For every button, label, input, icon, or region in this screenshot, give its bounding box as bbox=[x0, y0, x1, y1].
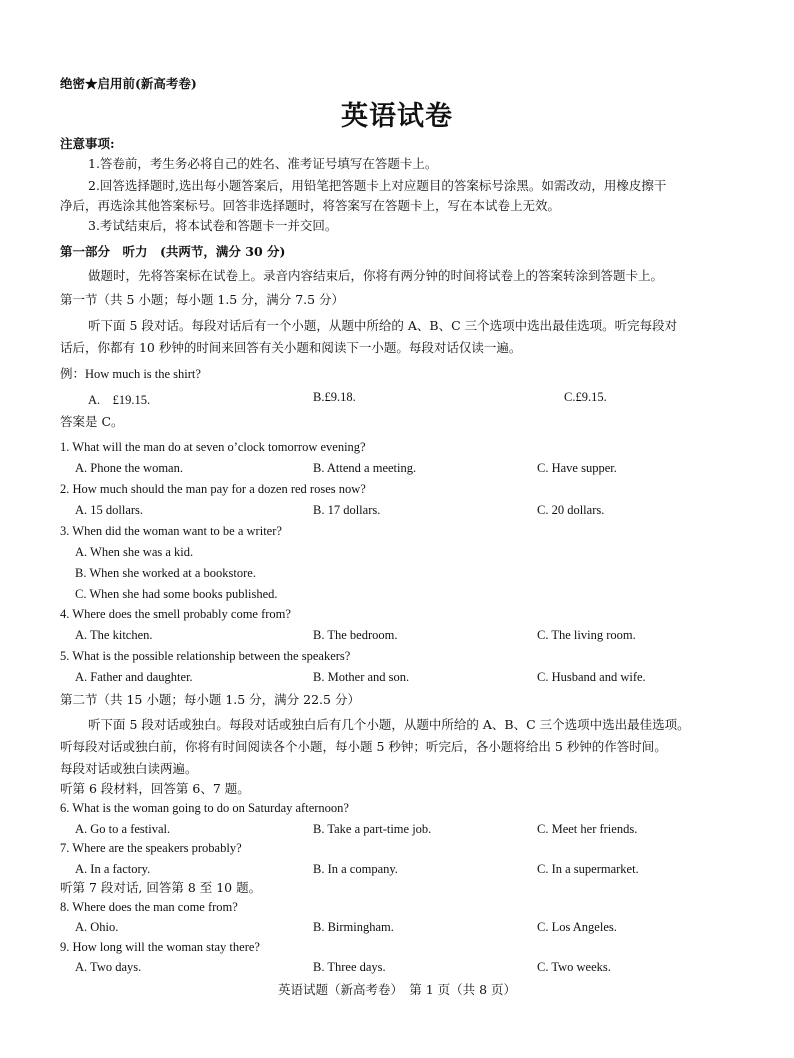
question-5: 5. What is the possible relationship between the speakers? bbox=[60, 649, 351, 663]
question-6: 6. What is the woman going to do on Saturday afternoon? bbox=[60, 801, 349, 815]
option-b: B. 17 dollars. bbox=[313, 503, 381, 517]
page-title: 英语试卷 bbox=[341, 101, 453, 132]
part1-intro: 做题时，先将答案标在试卷上。录音内容结束后，你将有两分钟的时间将试卷上的答案转涂到答题卡上。 bbox=[88, 268, 664, 283]
option-c: C. When she had some books published. bbox=[75, 587, 278, 601]
option-c: C. Husband and wife. bbox=[537, 670, 646, 684]
question-7: 7. Where are the speakers probably? bbox=[60, 841, 242, 855]
option-c: C. In a supermarket. bbox=[537, 862, 639, 876]
example-answer: 答案是 C。 bbox=[60, 414, 124, 429]
option-b: B. When she worked at a bookstore. bbox=[75, 566, 256, 580]
section2-heading: 第二节（共 15 小题；每小题 1.5 分，满分 22.5 分） bbox=[60, 692, 360, 707]
option-c: C. Los Angeles. bbox=[537, 920, 617, 934]
option-b: B. Three days. bbox=[313, 960, 386, 974]
question-1: 1. What will the man do at seven o’clock tomorrow evening? bbox=[60, 440, 366, 454]
example-option-b: B.£9.18. bbox=[313, 390, 356, 404]
option-c: C. Have supper. bbox=[537, 461, 617, 475]
confidential-label: 绝密★启用前(新高考卷) bbox=[60, 76, 197, 91]
option-b: B. Birmingham. bbox=[313, 920, 394, 934]
option-a: A. 15 dollars. bbox=[75, 503, 144, 517]
notice-item: 净后，再选涂其他答案标号。回答非选择题时，将答案写在答题卡上，写在本试卷上无效。 bbox=[60, 198, 561, 213]
option-a: A. Father and daughter. bbox=[75, 670, 193, 684]
notice-item: 2.回答选择题时,选出每小题答案后，用铅笔把答题卡上对应题目的答案标号涂黑。如需改动，用橡皮擦干 bbox=[88, 178, 667, 193]
option-b: B. The bedroom. bbox=[313, 628, 398, 642]
option-a: A. Two days. bbox=[75, 960, 142, 974]
question-8: 8. Where does the man come from? bbox=[60, 900, 238, 914]
question-4: 4. Where does the smell probably come from? bbox=[60, 607, 291, 621]
example-question: 例：How much is the shirt? bbox=[60, 367, 201, 381]
option-a: A. In a factory. bbox=[75, 862, 151, 876]
question-9: 9. How long will the woman stay there? bbox=[60, 940, 260, 954]
option-b: B. In a company. bbox=[313, 862, 398, 876]
example-option-c: C.£9.15. bbox=[564, 390, 607, 404]
section2-intro: 每段对话或独白读两遍。 bbox=[60, 761, 198, 776]
option-c: C. Meet her friends. bbox=[537, 822, 638, 836]
option-b: B. Take a part-time job. bbox=[313, 822, 432, 836]
option-c: C. 20 dollars. bbox=[537, 503, 605, 517]
material-note: 听第 7 段对话, 回答第 8 至 10 题。 bbox=[60, 880, 262, 895]
option-b: B. Mother and son. bbox=[313, 670, 410, 684]
question-3: 3. When did the woman want to be a writer? bbox=[60, 524, 282, 538]
notice-item: 3.考试结束后，将本试卷和答题卡一并交回。 bbox=[88, 218, 338, 233]
option-a: A. The kitchen. bbox=[75, 628, 153, 642]
option-b: B. Attend a meeting. bbox=[313, 461, 417, 475]
question-2: 2. How much should the man pay for a dozen red roses now? bbox=[60, 482, 366, 496]
example-option-a: A. £19.15. bbox=[88, 393, 151, 407]
section1-heading: 第一节（共 5 小题；每小题 1.5 分，满分 7.5 分） bbox=[60, 292, 345, 307]
section2-intro: 听下面 5 段对话或独白。每段对话或独白后有几个小题，从题中所给的 A、B、C 三个选项中选出最佳选项。 bbox=[88, 717, 690, 732]
option-a: A. When she was a kid. bbox=[75, 545, 194, 559]
option-c: C. The living room. bbox=[537, 628, 636, 642]
section2-intro: 听每段对话或独白前，你将有时间阅读各个小题，每小题 5 秒钟；听完后，各小题将给出 5 秒钟的作答时间。 bbox=[60, 739, 667, 754]
section1-intro: 话后，你都有 10 秒钟的时间来回答有关小题和阅读下一小题。每段对话仅读一遍。 bbox=[60, 340, 522, 355]
option-a: A. Phone the woman. bbox=[75, 461, 183, 475]
option-a: A. Ohio. bbox=[75, 920, 119, 934]
option-a: A. Go to a festival. bbox=[75, 822, 171, 836]
notice-heading: 注意事项: bbox=[60, 136, 115, 151]
section1-intro: 听下面 5 段对话。每段对话后有一个小题，从题中所给的 A、B、C 三个选项中选出最佳选项。听完每段对 bbox=[88, 318, 678, 333]
page-footer: 英语试题（新高考卷） 第 1 页（共 8 页） bbox=[277, 982, 517, 997]
notice-item: 1.答卷前，考生务必将自己的姓名、准考证号填写在答题卡上。 bbox=[88, 156, 438, 171]
material-note: 听第 6 段材料，回答第 6、7 题。 bbox=[60, 781, 250, 796]
part1-heading: 第一部分 听力 (共两节，满分 30 分) bbox=[60, 244, 286, 259]
option-c: C. Two weeks. bbox=[537, 960, 611, 974]
